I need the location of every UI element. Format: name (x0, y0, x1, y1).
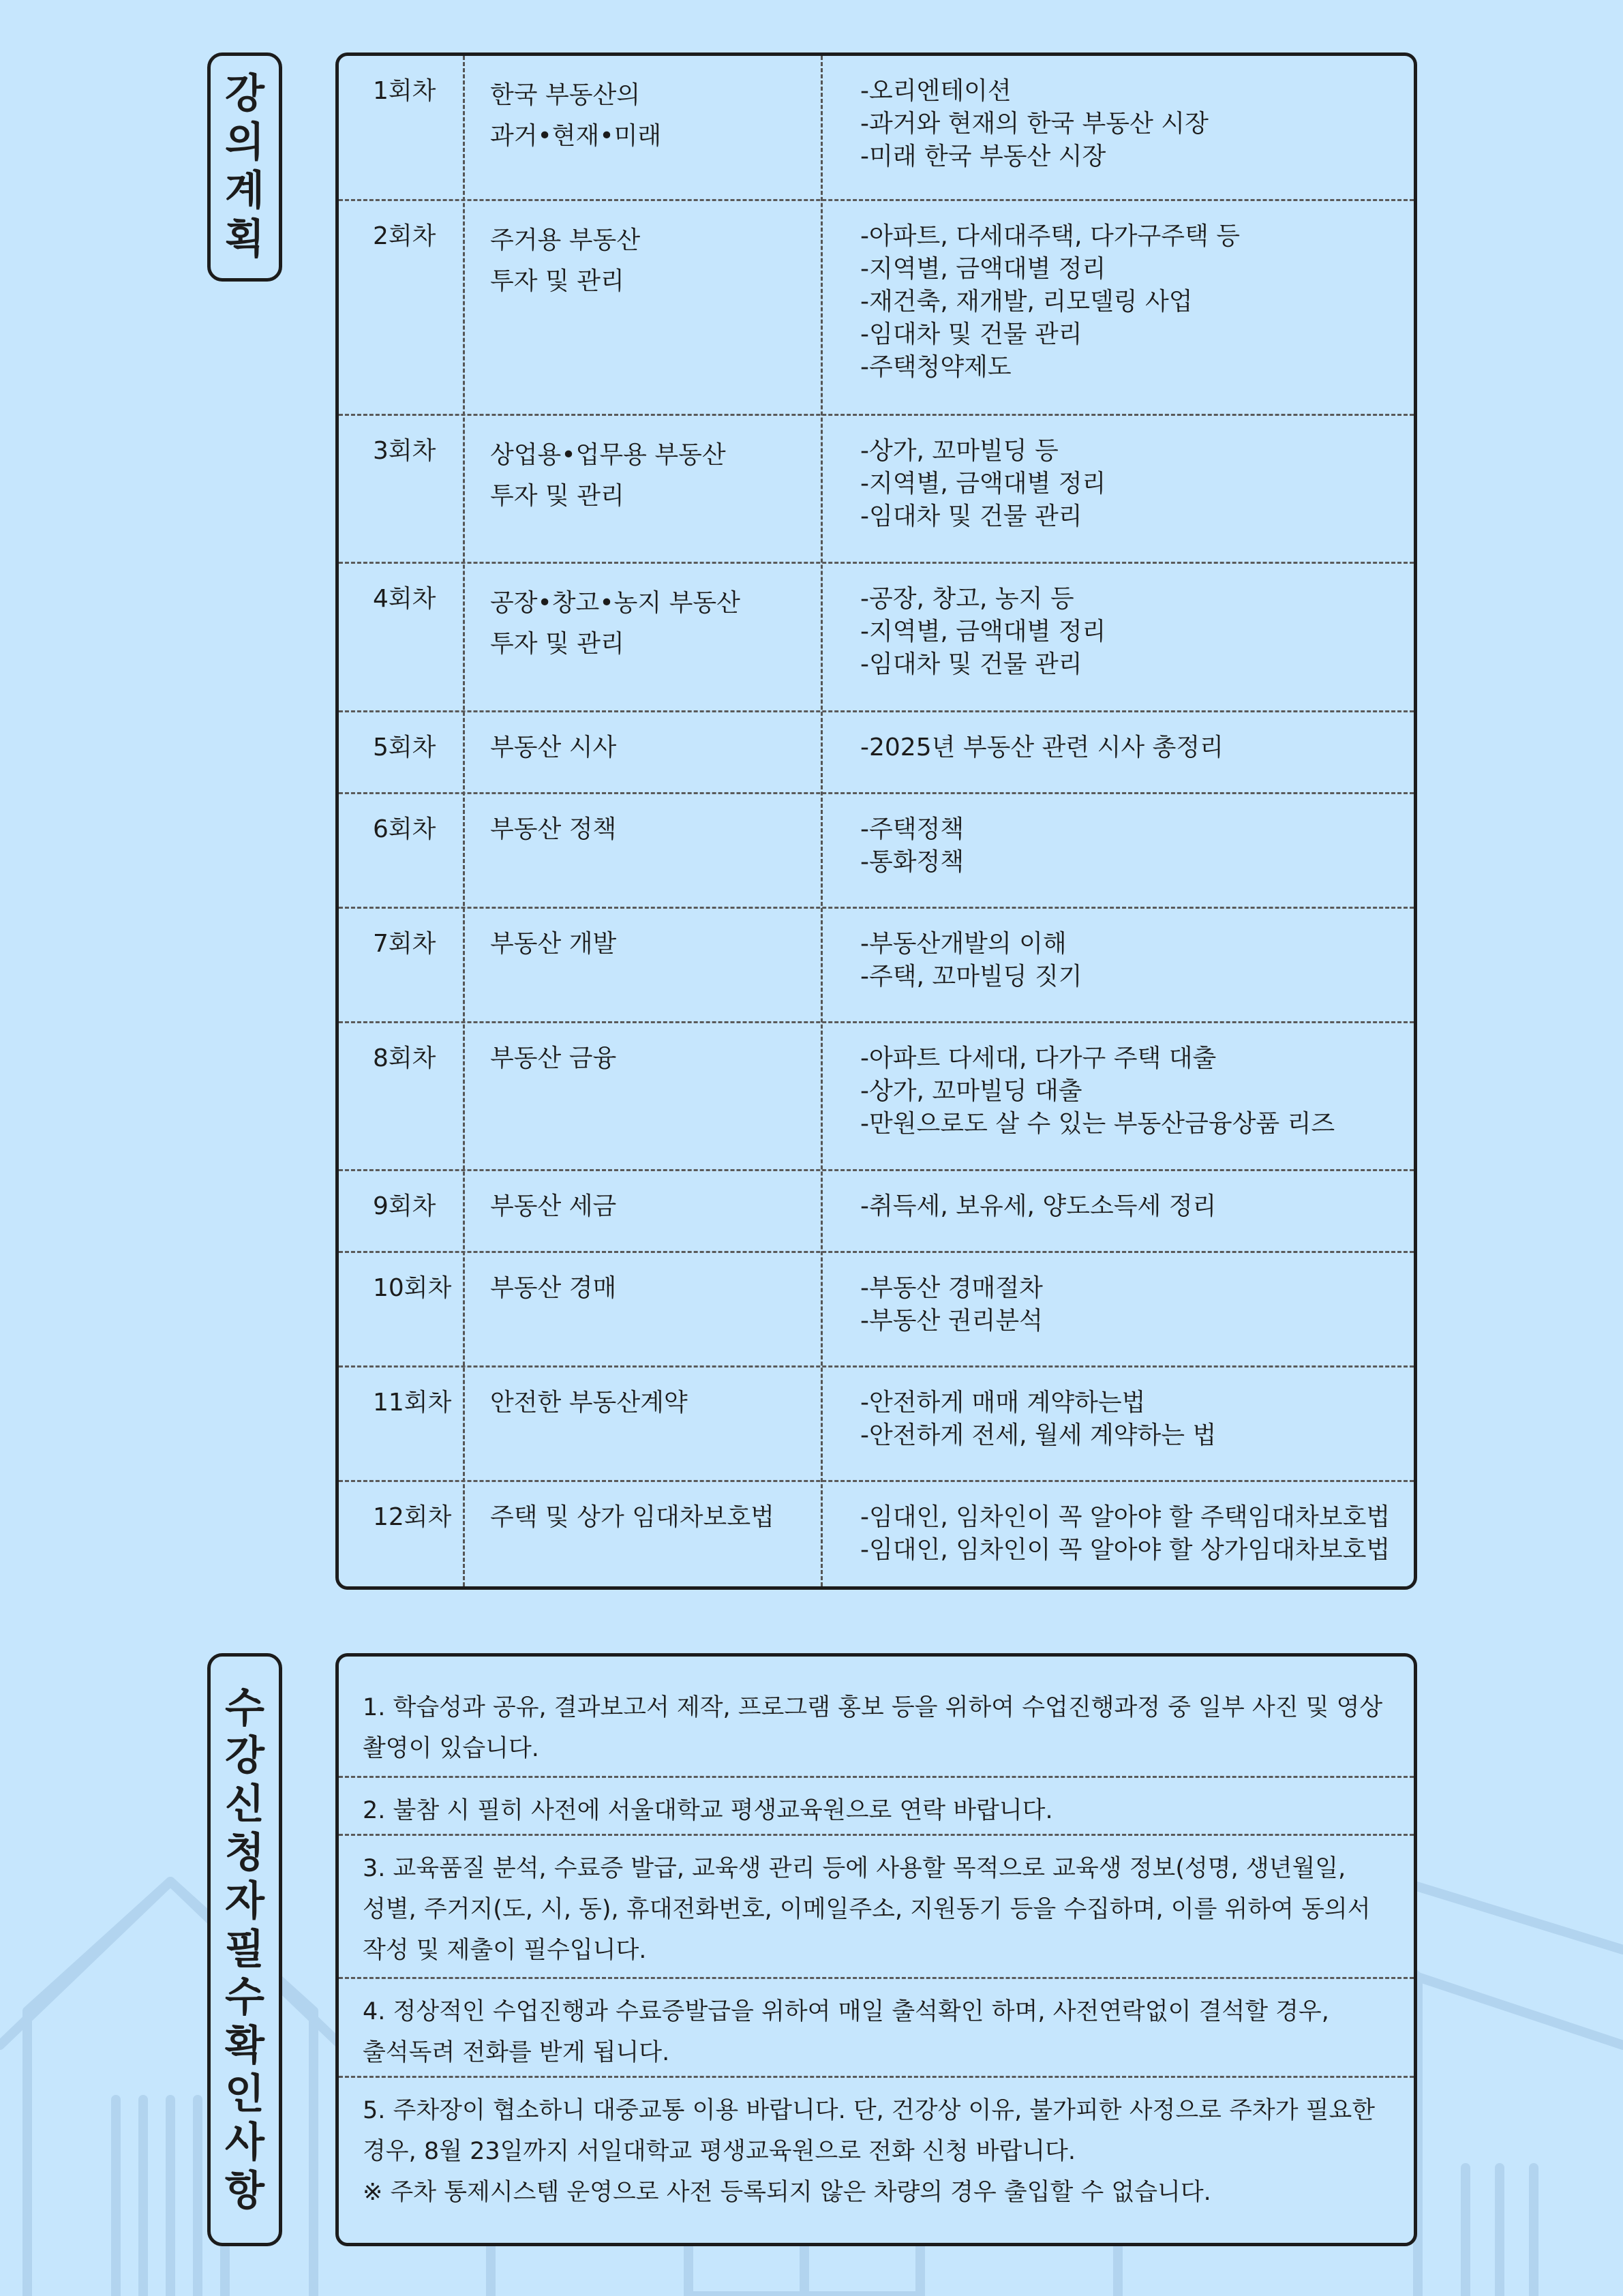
session-detail-item: -주택, 꼬마빌딩 짓기 (860, 963, 1082, 991)
session-detail-item: -만원으로도 살 수 있는 부동산금융상품 리즈 (860, 1110, 1335, 1138)
session-detail-item: -임대차 및 건물 관리 (860, 320, 1082, 348)
session-details (860, 1272, 1043, 1338)
session-detail-item: -재건축, 재개발, 리모델링 사업 (860, 288, 1193, 316)
session-details (860, 583, 1106, 681)
session-detail-item: -부동산개발의 이해 (860, 930, 1067, 958)
session-detail-item: -통화정책 (860, 848, 965, 876)
notice-line: 2. 불참 시 필히 사전에 서울대학교 평생교육원으로 연락 바랍니다. (363, 1797, 1053, 1824)
session-detail-item: -2025년 부동산 관련 시사 총정리 (860, 734, 1224, 761)
schedule-row (339, 199, 1414, 414)
session-title: 부동산 금융 (490, 1044, 617, 1072)
session-details (860, 813, 964, 879)
notice-item (339, 1657, 1414, 1776)
session-detail-item: -아파트 다세대, 다가구 주택 대출 (860, 1044, 1217, 1072)
notice-line: ※ 주차 통제시스템 운영으로 사전 등록되지 않은 차량의 경우 출입할 수 없습니다. (363, 2179, 1211, 2206)
schedule-row (339, 1480, 1414, 1586)
session-detail-item: -취득세, 보유세, 양도소득세 정리 (860, 1192, 1217, 1220)
session-title: 부동산 세금 (490, 1192, 617, 1220)
session-number: 4회차 (373, 585, 436, 613)
session-number: 12회차 (373, 1503, 452, 1531)
session-details (860, 731, 1224, 764)
session-title: 부동산 경매 (490, 1274, 617, 1302)
session-detail-item: -안전하게 전세, 월세 계약하는 법 (860, 1421, 1217, 1449)
notice-line: 3. 교육품질 분석, 수료증 발급, 교육생 관리 등에 사용할 목적으로 교육생 정보(성명, 생년월일, (363, 1855, 1346, 1882)
session-detail-item: -임대인, 임차인이 꼭 알아야 할 상가임대차보호법 (860, 1536, 1391, 1564)
notice-line: 5. 주차장이 협소하니 대중교통 이용 바랍니다. 단, 건강상 이유, 불가피한 사정으로 주차가 필요한 (363, 2097, 1376, 2124)
session-number: 7회차 (373, 930, 436, 958)
notice-item (339, 1834, 1414, 1977)
session-detail-item: -미래 한국 부동산 시장 (860, 142, 1106, 170)
session-detail-item: -상가, 꼬마빌딩 대출 (860, 1077, 1082, 1105)
session-detail-item: -임대차 및 건물 관리 (860, 650, 1082, 678)
session-detail-item: -임대차 및 건물 관리 (860, 502, 1082, 530)
session-detail-item: -오리엔테이션 (860, 77, 1012, 105)
notice-line: 작성 및 제출이 필수입니다. (363, 1937, 647, 1964)
section-label-text: 수강신청자 필수확인 사항 (225, 1684, 264, 2215)
session-number: 9회차 (373, 1192, 436, 1220)
schedule-row (339, 414, 1414, 562)
session-number: 10회차 (373, 1274, 452, 1302)
notice-item (339, 1776, 1414, 1834)
session-number: 8회차 (373, 1044, 436, 1072)
session-detail-item: -주택청약제도 (860, 353, 1012, 381)
session-number: 2회차 (373, 222, 436, 250)
session-title: 주거용 부동산 투자 및 관리 (490, 226, 641, 295)
session-detail-item: -부동산 경매절차 (860, 1274, 1043, 1302)
schedule-row (339, 1251, 1414, 1365)
required-notice-box (335, 1653, 1417, 2246)
session-number: 5회차 (373, 734, 436, 761)
session-detail-item: -상가, 꼬마빌딩 등 (860, 437, 1059, 465)
session-details (860, 220, 1240, 384)
session-number: 3회차 (373, 437, 436, 465)
session-detail-item: -임대인, 임차인이 꼭 알아야 할 주택임대차보호법 (860, 1503, 1391, 1531)
session-details (860, 1501, 1390, 1567)
section-label-text: 강의계획 (225, 70, 264, 263)
session-number: 6회차 (373, 815, 436, 843)
schedule-row (339, 1365, 1414, 1480)
session-number: 11회차 (373, 1389, 452, 1417)
session-details (860, 1042, 1335, 1141)
session-title: 한국 부동산의 과거•현재•미래 (490, 81, 662, 150)
session-title: 부동산 정책 (490, 815, 617, 843)
section-label-required-notice (207, 1653, 282, 2246)
schedule-row (339, 1169, 1414, 1251)
session-detail-item: -과거와 현재의 한국 부동산 시장 (860, 110, 1209, 138)
session-details (860, 1190, 1216, 1223)
session-detail-item: -안전하게 매매 계약하는법 (860, 1389, 1146, 1417)
schedule-row (339, 56, 1414, 199)
session-detail-item: -부동산 권리분석 (860, 1307, 1043, 1335)
session-detail-item: -지역별, 금액대별 정리 (860, 618, 1106, 646)
session-detail-item: -지역별, 금액대별 정리 (860, 470, 1106, 498)
session-title: 부동산 개발 (490, 930, 617, 958)
session-details (860, 1387, 1216, 1452)
session-title: 공장•창고•농지 부동산 투자 및 관리 (490, 589, 740, 658)
schedule-row (339, 792, 1414, 907)
notice-line: 4. 정상적인 수업진행과 수료증발급을 위하여 매일 출석확인 하며, 사전연락없이 결석할 경우, (363, 1998, 1329, 2025)
session-title: 주택 및 상가 임대차보호법 (490, 1503, 774, 1531)
schedule-row (339, 907, 1414, 1021)
session-details (860, 435, 1106, 533)
section-label-lecture-plan (207, 52, 282, 282)
session-detail-item: -아파트, 다세대주택, 다가구주택 등 (860, 222, 1241, 250)
session-title: 상업용•업무용 부동산 투자 및 관리 (490, 441, 726, 510)
schedule-row (339, 1021, 1414, 1169)
session-title: 안전한 부동산계약 (490, 1389, 688, 1417)
notice-item (339, 1977, 1414, 2076)
session-detail-item: -지역별, 금액대별 정리 (860, 255, 1106, 283)
session-detail-item: -주택정책 (860, 815, 965, 843)
notice-item (339, 2076, 1414, 2243)
schedule-row (339, 562, 1414, 710)
lecture-schedule-table (335, 52, 1417, 1590)
session-number: 1회차 (373, 77, 436, 105)
notice-line: 1. 학습성과 공유, 결과보고서 제작, 프로그램 홍보 등을 위하여 수업진행과정 중 일부 사진 및 영상 (363, 1694, 1383, 1721)
session-details (860, 928, 1082, 993)
session-detail-item: -공장, 창고, 농지 등 (860, 585, 1074, 613)
notice-line: 출석독려 전화를 받게 됩니다. (363, 2039, 670, 2066)
session-title: 부동산 시사 (490, 734, 617, 761)
session-details (860, 75, 1209, 173)
notice-line: 성별, 주거지(도, 시, 동), 휴대전화번호, 이메일주소, 지원동기 등을 수집하며, 이를 위하여 동의서 (363, 1896, 1371, 1923)
notice-line: 경우, 8월 23일까지 서일대학교 평생교육원으로 전화 신청 바랍니다. (363, 2138, 1076, 2165)
notice-line: 촬영이 있습니다. (363, 1735, 539, 1762)
schedule-row (339, 710, 1414, 792)
